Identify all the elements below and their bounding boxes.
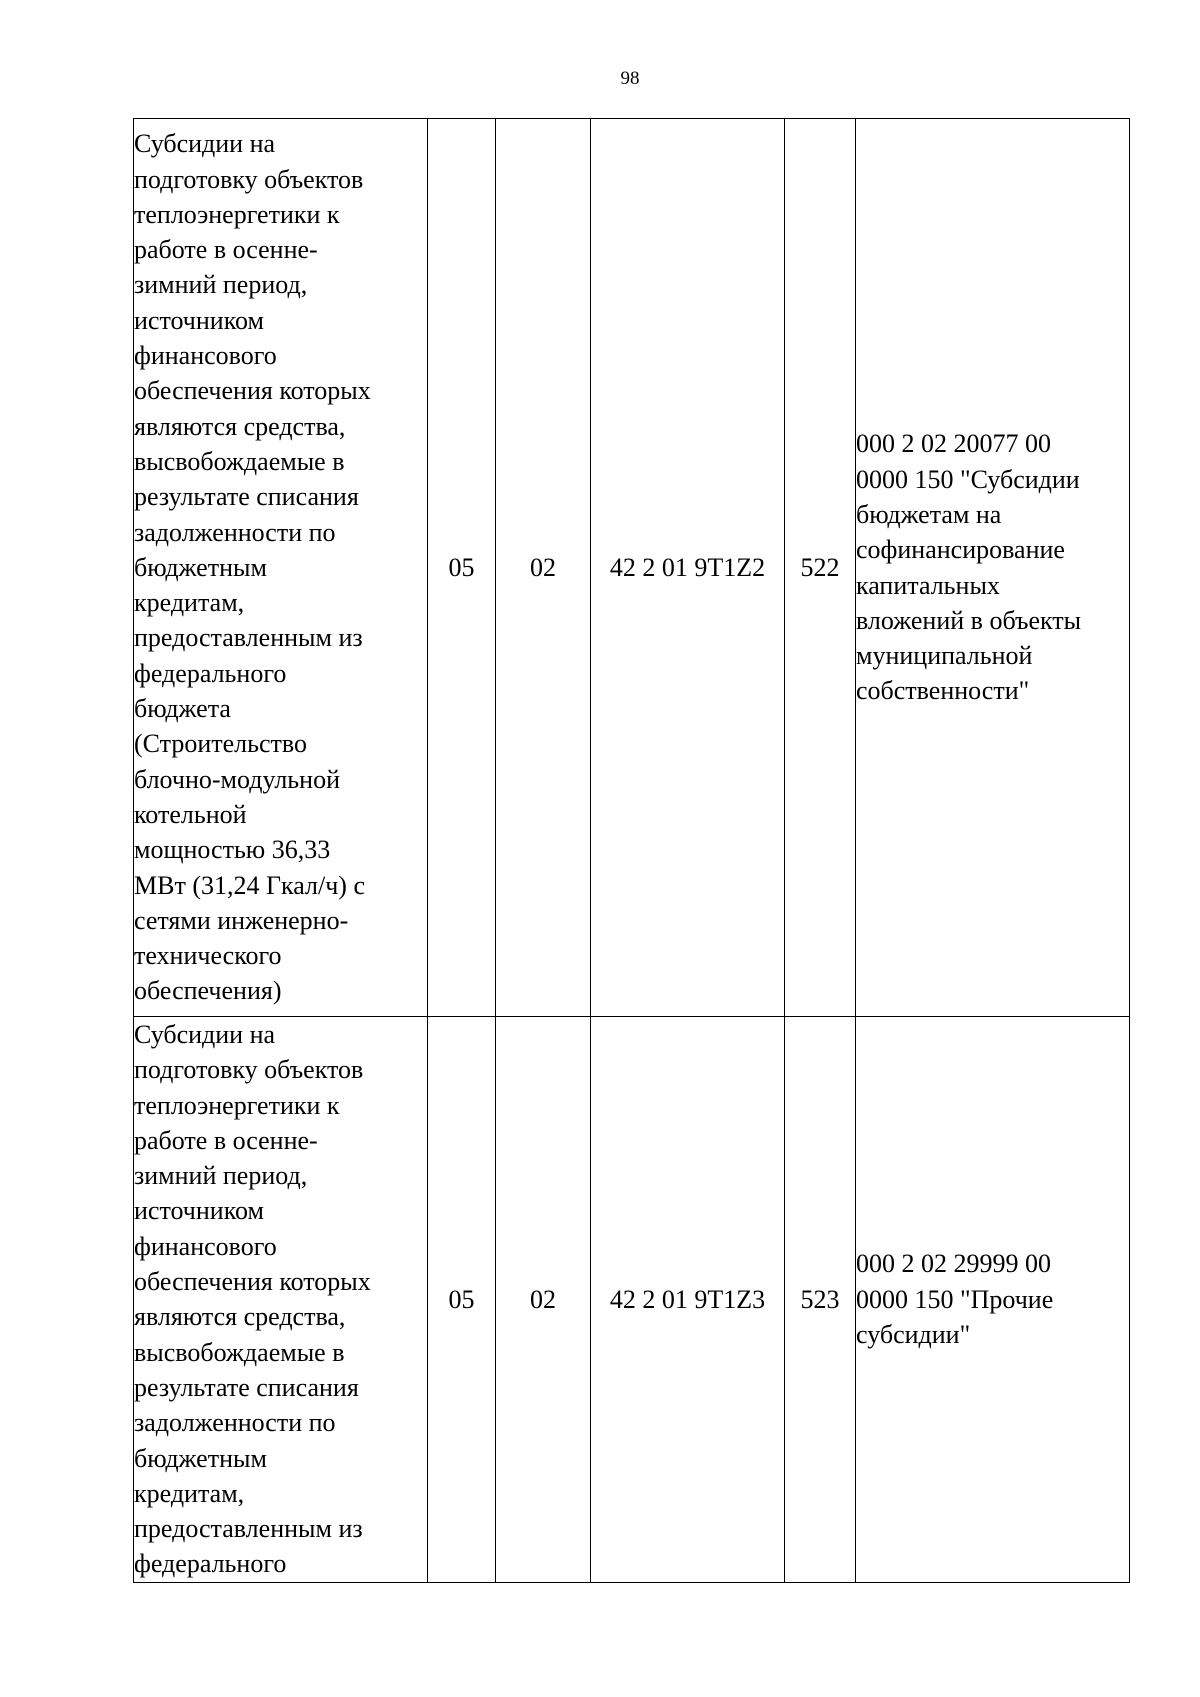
table-row [134,1017,1130,1583]
income-code: 000 2 02 20077 00 0000 150 "Субсидии бюджетам на софинансирование капитальных вложений в объекты муниципальной собственности" [856,429,1082,706]
expense-name-cell [134,1017,428,1583]
subsection-cell: 02 [496,1017,591,1583]
income-code-cell [856,1017,1130,1583]
expense-type-cell: 522 [785,119,856,1017]
income-code-cell [856,119,1130,1017]
income-code: 000 2 02 29999 00 0000 150 "Прочие субсидии" [856,1249,1054,1350]
section-cell: 05 [428,1017,496,1583]
expense-name: Субсидии на подготовку объектов теплоэнергетики к работе в осенне- зимний период, источником финансового обеспечения которых являются средства, высвобождаемые в результате списания задолженности по бюджетным кредитам, предоставленным из федерального [134,1020,371,1579]
budget-table [133,118,1130,1583]
subsection-cell: 02 [496,119,591,1017]
page-number: 98 [620,68,640,89]
target-article-cell: 42 2 01 9Т1Z3 [591,1017,785,1583]
expense-type-cell: 523 [785,1017,856,1583]
expense-name-cell [134,119,428,1017]
target-article-cell: 42 2 01 9Т1Z2 [591,119,785,1017]
table-row [134,119,1130,1017]
section-cell: 05 [428,119,496,1017]
expense-name: Субсидии на подготовку объектов теплоэнергетики к работе в осенне- зимний период, источником финансового обеспечения которых являются средства, высвобождаемые в результате списания задолженности по бюджетным кредитам, предоставленным из федерального бюджета (Строительство блочно-модульной котельной мощностью 36,33 МВт (31,24 Гкал/ч) с сетями инженерно- технического обеспечения) [134,129,371,1006]
